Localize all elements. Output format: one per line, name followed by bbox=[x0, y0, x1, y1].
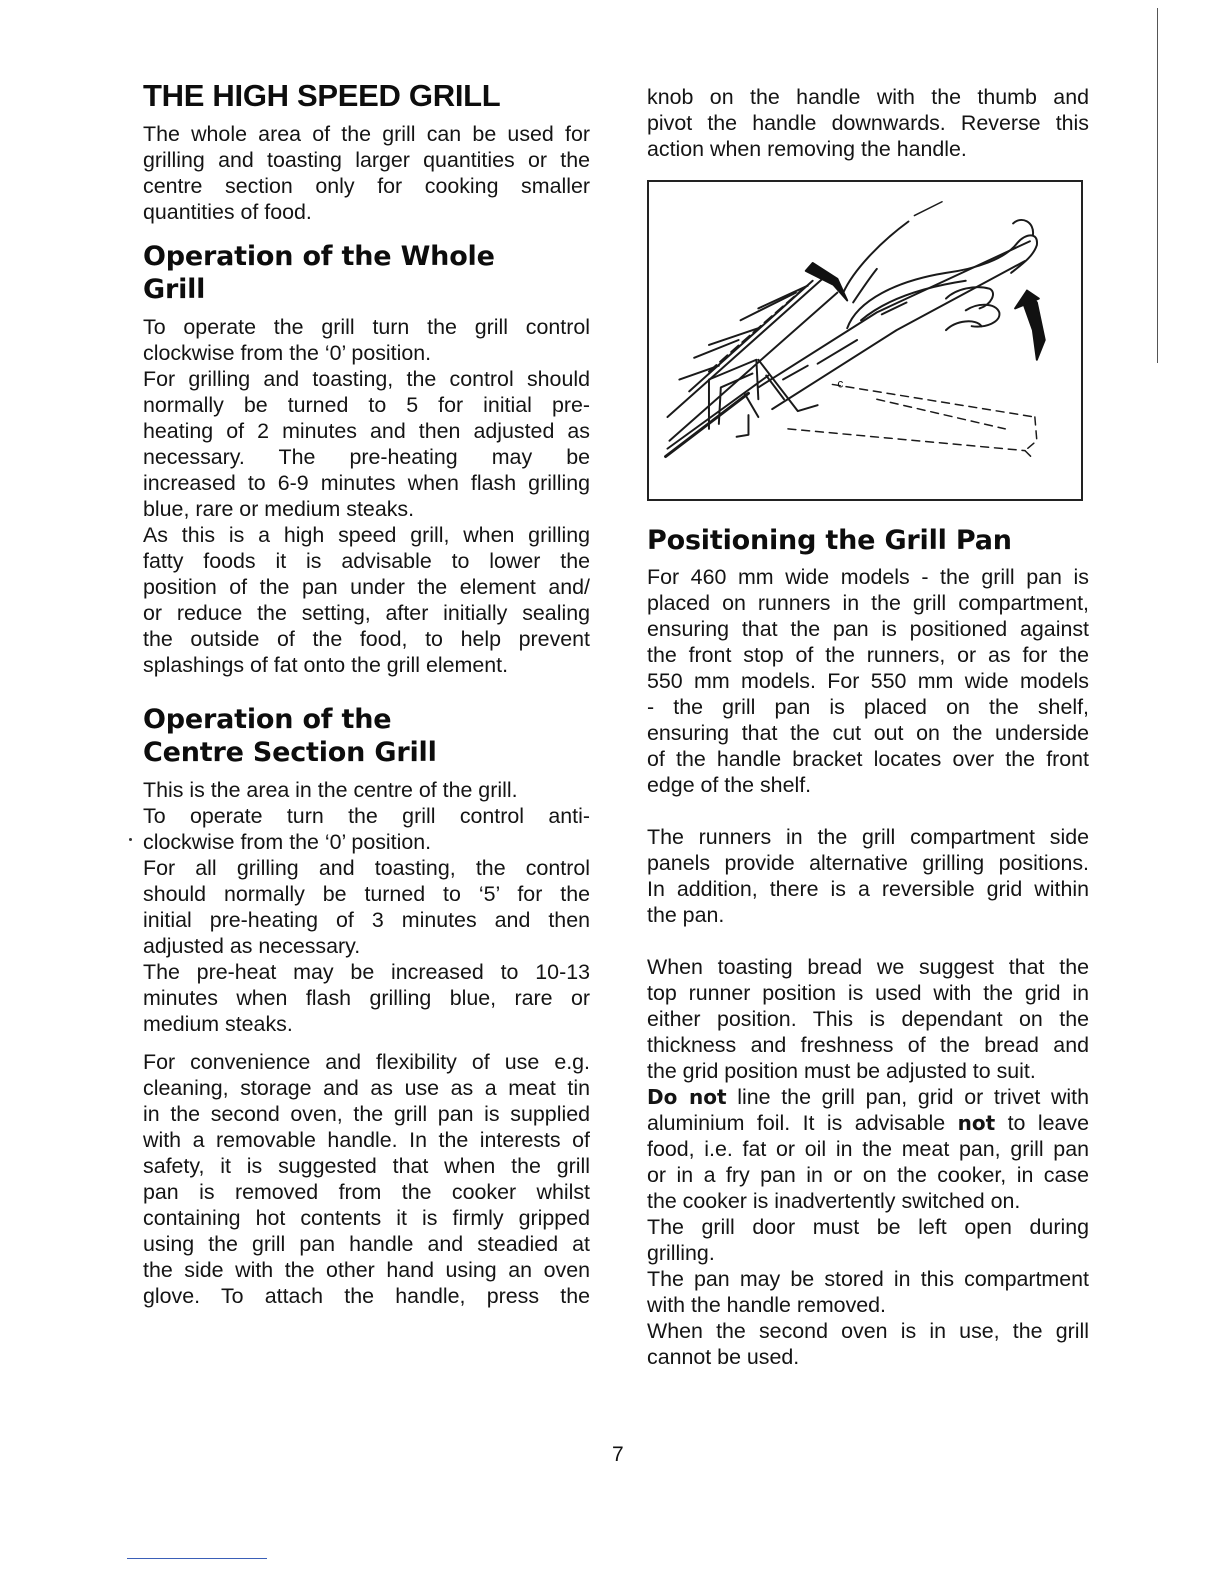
text-fragment: aluminium foil. It is advisable bbox=[647, 1111, 958, 1135]
heading-line: Operation of the Whole bbox=[143, 241, 495, 272]
heading-line: Operation of the bbox=[143, 704, 392, 735]
text-line: the side with the other hand using an oven bbox=[143, 1258, 590, 1282]
handle-paragraph bbox=[143, 1049, 590, 1309]
text-line: food, i.e. fat or oil in the meat pan, grill pan bbox=[647, 1137, 1089, 1161]
text-line: blue, rare or medium steaks. bbox=[143, 497, 415, 521]
heading-line: Grill bbox=[143, 274, 206, 305]
text-line: action when removing the handle. bbox=[647, 137, 967, 161]
text-line: The runners in the grill compartment side bbox=[647, 825, 1089, 849]
grill-runners bbox=[666, 279, 838, 457]
text-line: - the grill pan is placed on the shelf, bbox=[647, 695, 1089, 719]
text-line: using the grill pan handle and steadied at bbox=[143, 1232, 590, 1256]
handle-diagram-svg bbox=[649, 182, 1081, 499]
text-line: edge of the shelf. bbox=[647, 773, 812, 797]
bottom-rule bbox=[127, 1558, 267, 1559]
text-fragment: to leave bbox=[995, 1111, 1089, 1135]
text-line: pivot the handle downwards. Reverse this bbox=[647, 111, 1089, 135]
text-line: medium steaks. bbox=[143, 1012, 293, 1036]
whole-grill-paragraph bbox=[143, 314, 590, 678]
text-line: knob on the handle with the thumb and bbox=[647, 85, 1089, 109]
text-line: increased to 6-9 minutes when flash grilling bbox=[143, 471, 590, 495]
hand-sketch bbox=[843, 202, 1037, 330]
text-line: grilling. bbox=[647, 1241, 715, 1265]
text-line: glove. To attach the handle, press the bbox=[143, 1284, 590, 1308]
text-line: with a removable handle. In the interests of bbox=[143, 1128, 590, 1152]
text-line: splashings of fat onto the grill element. bbox=[143, 653, 509, 677]
text-line: clockwise from the ‘0’ position. bbox=[143, 830, 432, 854]
text-line: The grill door must be left open during bbox=[647, 1215, 1089, 1239]
bold-warning: Do not bbox=[647, 1085, 727, 1109]
text-line: normally be turned to 5 for initial pre- bbox=[143, 393, 590, 417]
toasting-paragraph bbox=[647, 954, 1089, 1370]
text-line: clockwise from the ‘0’ position. bbox=[143, 341, 432, 365]
text-line: In addition, there is a reversible grid within bbox=[647, 877, 1089, 901]
text-line: containing hot contents it is firmly gripped bbox=[143, 1206, 590, 1230]
scan-speck bbox=[129, 838, 132, 841]
text-line: thickness and freshness of the bread and bbox=[647, 1033, 1089, 1057]
text-line: When toasting bread we suggest that the bbox=[647, 955, 1089, 979]
figure-label: c bbox=[837, 376, 844, 391]
text-line: To operate turn the grill control anti- bbox=[143, 804, 590, 828]
page-title: THE HIGH SPEED GRILL bbox=[143, 78, 501, 113]
text-line: When the second oven is in use, the grill bbox=[647, 1319, 1089, 1343]
text-line: position of the pan under the element and/ bbox=[143, 575, 590, 599]
centre-grill-paragraph bbox=[143, 777, 590, 1037]
text-line: minutes when flash grilling blue, rare or bbox=[143, 986, 590, 1010]
text-line: the cooker is inadvertently switched on. bbox=[647, 1189, 1021, 1213]
text-line: centre section only for cooking smaller bbox=[143, 174, 590, 198]
text-line: cleaning, storage and as use as a meat tin bbox=[143, 1076, 590, 1100]
text-line: The pan may be stored in this compartment bbox=[647, 1267, 1089, 1291]
text-line: or in a fry pan in or on the cooker, in case bbox=[647, 1163, 1089, 1187]
heading-line: Centre Section Grill bbox=[143, 737, 437, 768]
text-line: safety, it is suggested that when the grill bbox=[143, 1154, 590, 1178]
text-line: either position. This is dependant on the bbox=[647, 1007, 1089, 1031]
text-line: ensuring that the cut out on the underside bbox=[647, 721, 1089, 745]
text-line: The whole area of the grill can be used for bbox=[143, 122, 590, 146]
text-line: cannot be used. bbox=[647, 1345, 800, 1369]
text-line: should normally be turned to ‘5’ for the bbox=[143, 882, 590, 906]
text-line: necessary. The pre-heating may be bbox=[143, 445, 590, 469]
section-heading-whole-grill bbox=[143, 240, 495, 306]
text-line: fatty foods it is advisable to lower the bbox=[143, 549, 590, 573]
text-line: the pan. bbox=[647, 903, 725, 927]
text-line: For 460 mm wide models - the grill pan is bbox=[647, 565, 1089, 589]
margin-rule bbox=[1157, 8, 1158, 363]
text-line: heating of 2 minutes and then adjusted as bbox=[143, 419, 590, 443]
page-number: 7 bbox=[612, 1443, 624, 1466]
text-line: To operate the grill turn the grill control bbox=[143, 315, 590, 339]
text-line: top runner position is used with the grid in bbox=[647, 981, 1089, 1005]
text-line: initial pre-heating of 3 minutes and then bbox=[143, 908, 590, 932]
section-heading-positioning: Positioning the Grill Pan bbox=[647, 525, 1012, 556]
positioning-paragraph bbox=[647, 564, 1089, 798]
text-line: quantities of food. bbox=[143, 200, 312, 224]
text-line: pan is removed from the cooker whilst bbox=[143, 1180, 590, 1204]
text-line: As this is a high speed grill, when grilling bbox=[143, 523, 590, 547]
text-line: For convenience and flexibility of use e.g. bbox=[143, 1050, 590, 1074]
text-line: with the handle removed. bbox=[647, 1293, 887, 1317]
intro-paragraph bbox=[143, 121, 590, 225]
text-line bbox=[647, 1084, 1089, 1110]
text-line: in the second oven, the grill pan is supplied bbox=[143, 1102, 590, 1126]
text-line: This is the area in the centre of the grill. bbox=[143, 778, 518, 802]
text-line: For all grilling and toasting, the control bbox=[143, 856, 590, 880]
handle-continued-paragraph bbox=[647, 84, 1089, 162]
pan-dashed-outline bbox=[788, 384, 1037, 458]
grill-pan-handle-illustration bbox=[647, 180, 1083, 501]
text-line: The pre-heat may be increased to 10-13 bbox=[143, 960, 590, 984]
text-line: the outside of the food, to help prevent bbox=[143, 627, 590, 651]
bold-not: not bbox=[957, 1111, 996, 1135]
section-heading-centre-grill bbox=[143, 703, 437, 769]
runners-paragraph bbox=[647, 824, 1089, 928]
grill-pan-bracket bbox=[709, 360, 818, 437]
text-line: ensuring that the pan is positioned against bbox=[647, 617, 1089, 641]
text-line: the grid position must be adjusted to suit. bbox=[647, 1059, 1036, 1083]
text-line: grilling and toasting larger quantities or the bbox=[143, 148, 590, 172]
text-line: panels provide alternative grilling positions. bbox=[647, 851, 1089, 875]
text-line: For grilling and toasting, the control should bbox=[143, 367, 590, 391]
text-line: the front stop of the runners, or as for the bbox=[647, 643, 1089, 667]
text-line: of the handle bracket locates over the front bbox=[647, 747, 1089, 771]
text-line bbox=[647, 1110, 1089, 1136]
text-line: 550 mm models. For 550 mm wide models bbox=[647, 669, 1089, 693]
text-line: or reduce the setting, after initially sealing bbox=[143, 601, 590, 625]
text-fragment: line the grill pan, grid or trivet with bbox=[726, 1085, 1089, 1109]
text-line: adjusted as necessary. bbox=[143, 934, 361, 958]
text-line: placed on runners in the grill compartment, bbox=[647, 591, 1089, 615]
